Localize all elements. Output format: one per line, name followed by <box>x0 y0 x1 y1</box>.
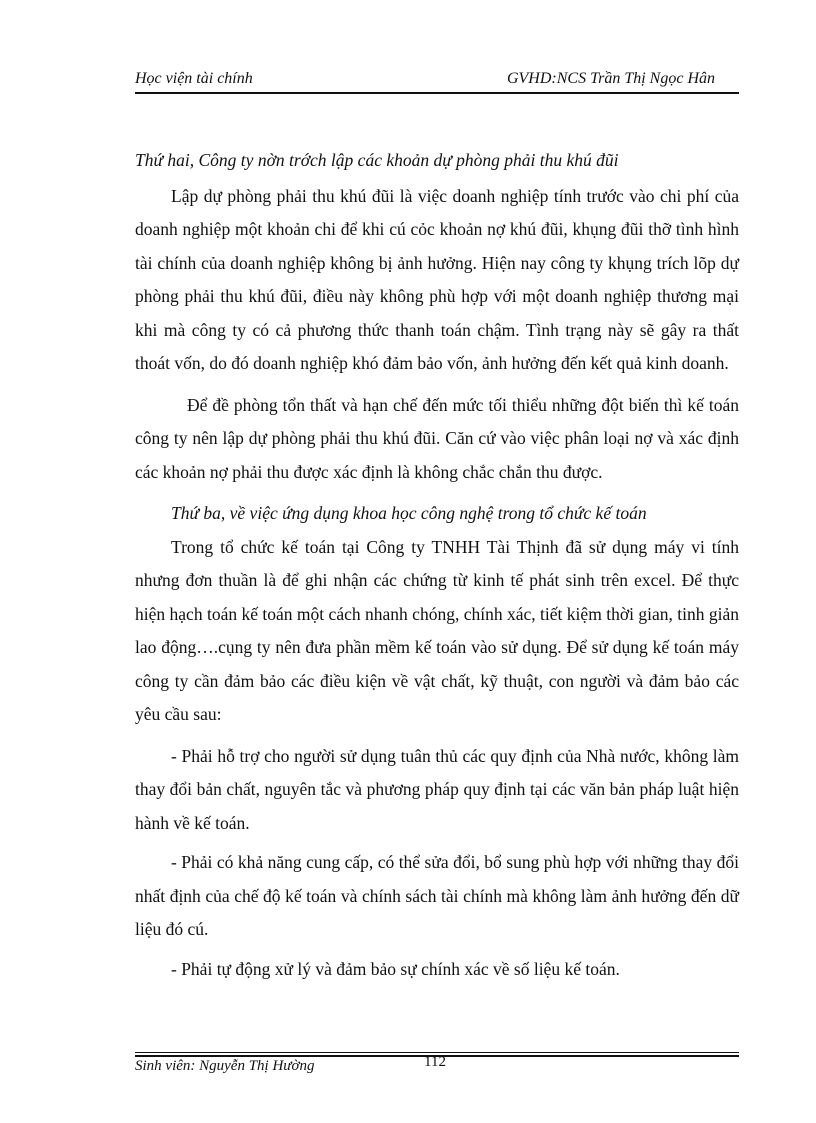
section-heading-3: Thứ ba, về việc ứng dụng khoa học công nghệ trong tổ chức kế toán <box>171 503 647 523</box>
bullet-item-1: - Phải hỗ trợ cho người sử dụng tuân thủ các quy định của Nhà nước, không làm thay đổi bản chất, nguyên tắc và phương pháp quy định tại các văn bản pháp luật hiện hành về kế toán. <box>135 745 739 833</box>
bullet-item-2: - Phải có khả năng cung cấp, có thể sửa đổi, bổ sung phù hợp với những thay đổi nhất định của chế độ kế toán và chính sách tài chính mà không làm ảnh hưởng đến dữ liệu đó cú. <box>135 852 739 939</box>
page-number: 112 <box>424 1054 446 1070</box>
paragraph-provision: Lập dự phòng phải thu khú đũi là việc doanh nghiệp tính trước vào chi phí của doanh nghiệp một khoản chi để khi cú cỏc khoản nợ khú đũi, khụng đũi thỡ tình hình tài chính của doanh nghiệp không bị ảnh hưởng. Hiện nay công ty khụng trích lõp dự phòng phải thu khú đũi, điều này không phù hợp với một doanh nghiệp thương mại khi mà công ty có cả phương thức thanh toán chậm. Tình trạng này sẽ gây ra thất thoát vốn, do đó doanh nghiệp khó đảm bảo vốn, ảnh hưởng đến kết quả kinh doanh. <box>135 185 739 373</box>
page-header <box>135 68 739 94</box>
section-heading-2: Thứ hai, Công ty nờn trớch lập các khoản dự phòng phải thu khú đũi <box>135 150 619 170</box>
footer-rule-top <box>135 1052 739 1053</box>
paragraph-prevention: Để đề phòng tổn thất và hạn chế đến mức tối thiểu những đột biến thì kế toán công ty nên lập dự phòng phải thu khú đũi. Căn cứ vào việc phân loại nợ và xác định các khoản nợ phải thu được xác định là không chắc chắn thu được. <box>135 394 739 482</box>
header-rule <box>135 92 739 94</box>
paragraph-technology: Trong tổ chức kế toán tại Công ty TNHH Tài Thịnh đã sử dụng máy vi tính nhưng đơn thuần là để ghi nhận các chứng từ kinh tế phát sinh trên excel. Để thực hiện hạch toán kế toán một cách nhanh chóng, chính xác, tiết kiệm thời gian, tinh giản lao động….cụng ty nên đưa phần mềm kế toán vào sử dụng. Để sử dụng kế toán máy công ty cần đảm bảo các điều kiện về vật chất, kỹ thuật, con người và đảm bảo các yêu cầu sau: <box>135 536 739 724</box>
bullet-item-3: - Phải tự động xử lý và đảm bảo sự chính xác về số liệu kế toán. <box>171 958 620 979</box>
header-supervisor: GVHD:NCS Trần Thị Ngọc Hân <box>506 70 715 87</box>
header-institution: Học viện tài chính <box>135 70 253 87</box>
footer-student-name: Sinh viên: Nguyễn Thị Hường <box>135 1058 315 1074</box>
document-body <box>135 144 739 992</box>
